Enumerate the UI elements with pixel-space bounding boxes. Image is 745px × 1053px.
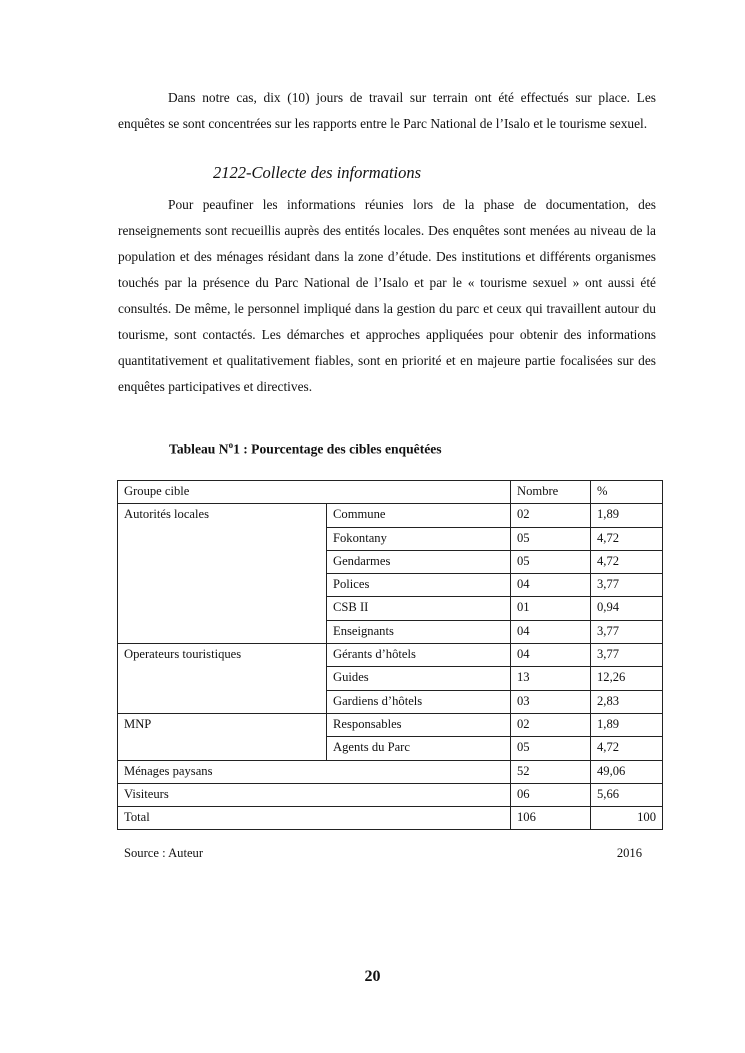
subgroup-cell: Agents du Parc (327, 737, 511, 760)
header-count: Nombre (511, 481, 591, 504)
pct-cell: 3,77 (591, 620, 663, 643)
count-cell: 02 (511, 713, 591, 736)
group-cell: MNP (118, 713, 327, 760)
table-row (118, 504, 663, 527)
table-row (118, 783, 663, 806)
count-cell: 06 (511, 783, 591, 806)
total-label: Total (118, 807, 511, 830)
subgroup-cell: Polices (327, 574, 511, 597)
count-cell: 52 (511, 760, 591, 783)
pct-cell: 4,72 (591, 550, 663, 573)
table-caption (169, 440, 442, 458)
count-cell: 02 (511, 504, 591, 527)
subgroup-cell: Responsables (327, 713, 511, 736)
count-cell: 04 (511, 644, 591, 667)
survey-targets-table (117, 480, 663, 830)
source-year: 2016 (616, 846, 642, 860)
paragraph-collecte: Pour peaufiner les informations réunies lors de la phase de documentation, des renseignements sont recueillis auprès des entités locales. Des enquêtes sont menées au niveau de la population et des ménages résidant dans la zone d’étude. Des institutions et différents organismes touchés par la présence du Parc National de l’Isalo et par le « tourisme sexuel » ont aussi été consultés. De même, le personnel impliqué dans la gestion du parc et ceux qui travaillent autour du tourisme, sont contactés. Les démarches et approches appliquées pour obtenir des informations quantitativement et qualitativement fiables, sont en priorité et en majeure partie focalisées sur des enquêtes participatives et directives. (118, 197, 656, 394)
caption-superscript: o (228, 440, 234, 450)
count-cell: 03 (511, 690, 591, 713)
group-cell: Ménages paysans (118, 760, 511, 783)
pct-cell: 5,66 (591, 783, 663, 806)
pct-cell: 0,94 (591, 597, 663, 620)
count-cell: 05 (511, 550, 591, 573)
paragraph-intro: Dans notre cas, dix (10) jours de travail sur terrain ont été effectués sur place. Les enquêtes se sont concentrées sur les rapports entre le Parc National de l’Isalo et le tourisme sexuel. (118, 90, 656, 131)
total-count: 106 (511, 807, 591, 830)
section-heading: 2122-Collecte des informations (213, 163, 422, 182)
count-cell: 13 (511, 667, 591, 690)
table-row (118, 644, 663, 667)
table-source (124, 846, 642, 861)
pct-cell: 49,06 (591, 760, 663, 783)
count-cell: 05 (511, 527, 591, 550)
pct-cell: 1,89 (591, 504, 663, 527)
group-cell: Operateurs touristiques (118, 644, 327, 714)
subgroup-cell: Guides (327, 667, 511, 690)
count-cell: 04 (511, 620, 591, 643)
subgroup-cell: Gendarmes (327, 550, 511, 573)
header-group: Groupe cible (118, 481, 511, 504)
pct-cell: 2,83 (591, 690, 663, 713)
subgroup-cell: Fokontany (327, 527, 511, 550)
count-cell: 05 (511, 737, 591, 760)
header-pct: % (591, 481, 663, 504)
caption-suffix: 1 : Pourcentage des cibles enquêtées (233, 441, 442, 457)
pct-cell: 4,72 (591, 737, 663, 760)
pct-cell: 4,72 (591, 527, 663, 550)
count-cell: 01 (511, 597, 591, 620)
table-header-row (118, 481, 663, 504)
subgroup-cell: Gardiens d’hôtels (327, 690, 511, 713)
subgroup-cell: Commune (327, 504, 511, 527)
total-pct: 100 (591, 807, 663, 830)
subgroup-cell: CSB II (327, 597, 511, 620)
table-row (118, 760, 663, 783)
pct-cell: 1,89 (591, 713, 663, 736)
page-number: 20 (364, 968, 381, 985)
caption-prefix: Tableau N (169, 441, 229, 457)
pct-cell: 12,26 (591, 667, 663, 690)
subgroup-cell: Gérants d’hôtels (327, 644, 511, 667)
count-cell: 04 (511, 574, 591, 597)
subgroup-cell: Enseignants (327, 620, 511, 643)
table-row (118, 713, 663, 736)
source-label: Source : Auteur (124, 846, 204, 860)
pct-cell: 3,77 (591, 574, 663, 597)
table-total-row (118, 807, 663, 830)
group-cell: Visiteurs (118, 783, 511, 806)
pct-cell: 3,77 (591, 644, 663, 667)
group-cell: Autorités locales (118, 504, 327, 644)
